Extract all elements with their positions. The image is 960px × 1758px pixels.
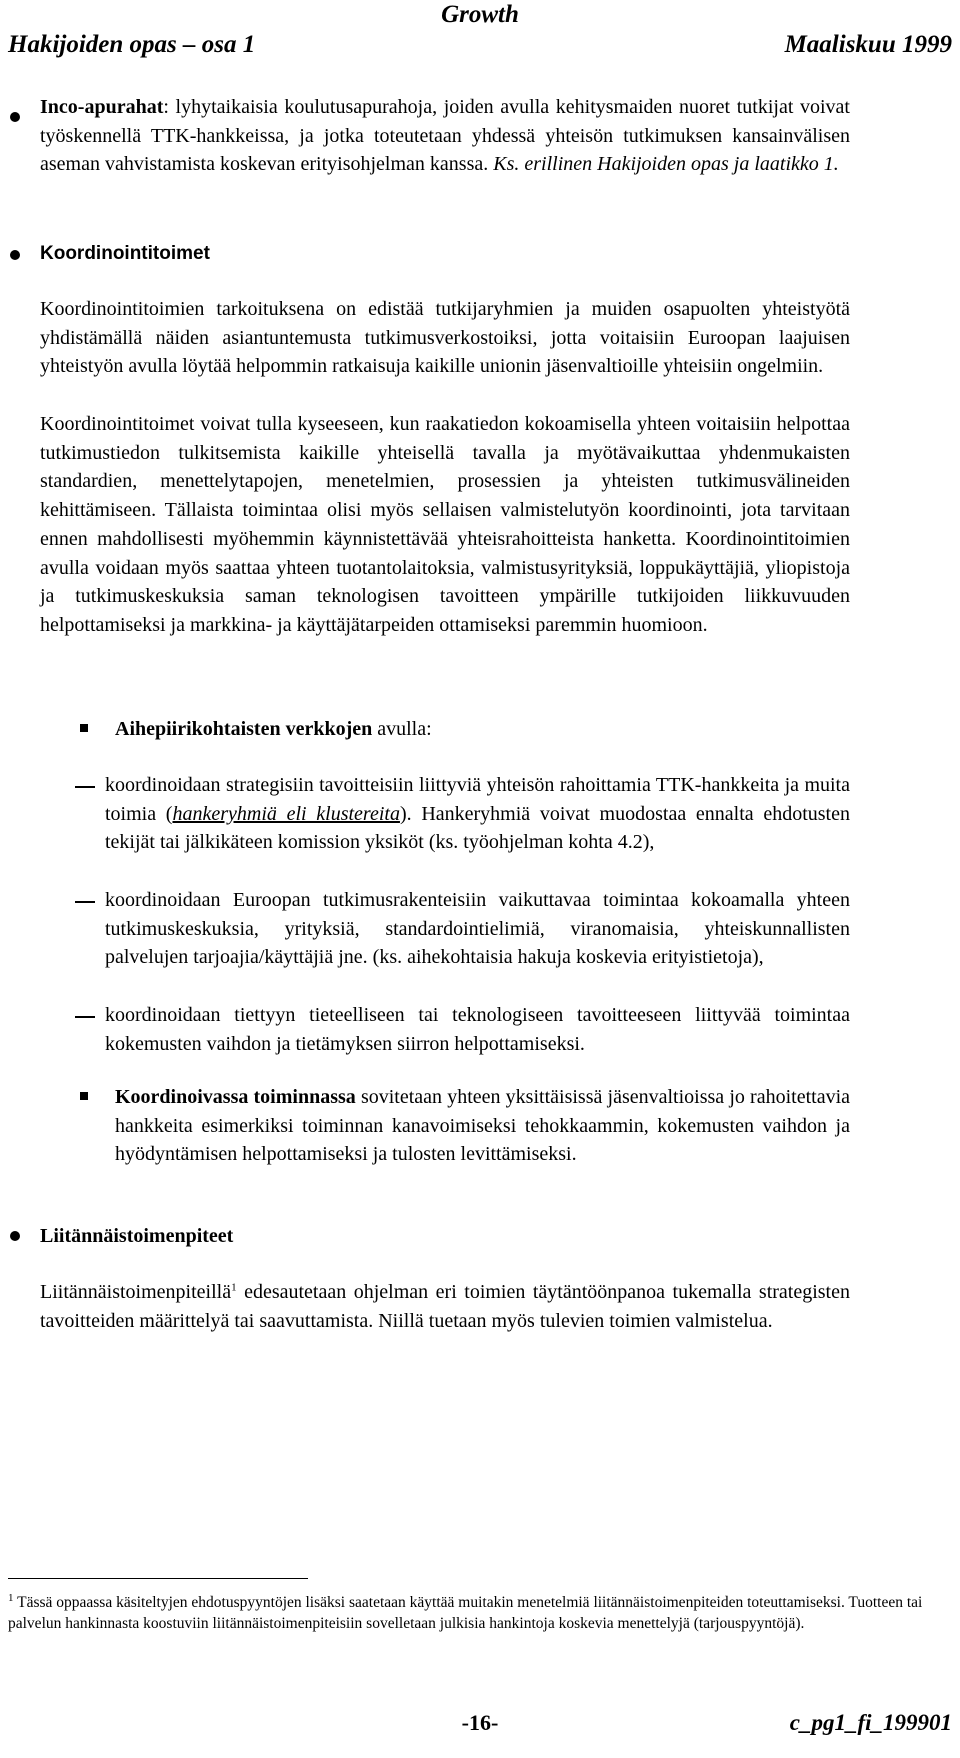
inco-paragraph bbox=[40, 93, 850, 179]
koordinointitoimet-paragraph-1: Koordinointitoimien tarkoituksena on edistää tutkijaryhmien ja muiden osapuolten yhteistyötä yhdistämällä näiden asiantuntemusta tutkimusverkostoiksi, jotta voitaisiin Euroopan laajuisen yhteistyön avulla löytää helpommin ratkaisuja kaikille unionin jäsenvaltioille yhteisiin ongelmiin. bbox=[40, 298, 850, 378]
dash-bullet bbox=[75, 786, 95, 788]
bullet-dot bbox=[10, 112, 20, 122]
verkot-item-1 bbox=[105, 771, 850, 857]
dash-bullet bbox=[75, 1016, 95, 1018]
footnote-rule bbox=[8, 1578, 308, 1579]
verkot-item-1-post: ). Hankeryhmiä voivat muodostaa ennalta ehdotusten tekijät tai jälkikäteen komission yksiköt (ks. työohjelman kohta 4.2), bbox=[105, 802, 850, 854]
bullet-dot bbox=[10, 1231, 20, 1241]
verkot-rest: avulla: bbox=[372, 718, 432, 740]
koordinoiva-paragraph bbox=[115, 1083, 850, 1169]
header-left: Hakijoiden opas – osa 1 bbox=[8, 31, 256, 58]
header-title: Growth bbox=[441, 1, 519, 28]
square-bullet bbox=[80, 1092, 88, 1100]
square-bullet bbox=[80, 724, 88, 732]
bullet-dot bbox=[10, 250, 20, 260]
koordinoiva-bold: Koordinoivassa toiminnassa bbox=[115, 1086, 356, 1108]
liit-pre: Liitännäistoimenpiteillä bbox=[40, 1281, 232, 1303]
verkot-item-1-pre: koordinoidaan strategisiin tavoitteisiin liittyviä yhteisön rahoittamia TTK-hankkeita ja muita toimia ( bbox=[105, 774, 850, 825]
inco-text: : lyhytaikaisia koulutusapurahoja, joiden avulla kehitysmaiden nuoret tutkijat voivat työskennellä TTK-hankkeissa, ja jotka toteutetaan yhdessä yhteisön tutkimuksen kansainvälisen aseman vahvistamista koskevan erityisohjelman kanssa. bbox=[40, 96, 850, 176]
hankeryhmia-link[interactable]: hankeryhmiä eli klustereita bbox=[172, 802, 400, 825]
inco-reference: Ks. erillinen Hakijoiden opas ja laatikko 1. bbox=[493, 153, 839, 176]
footnote-number: 1 bbox=[8, 1591, 14, 1604]
verkot-item-3: koordinoidaan tiettyyn tieteelliseen tai teknologiseen tavoitteeseen liittyvää toimintaa kokemusten vaihdon ja tietämyksen siirron helpottamiseksi. bbox=[105, 1004, 850, 1055]
verkot-intro bbox=[115, 715, 432, 744]
liit-post: edesautetaan ohjelman eri toimien täytäntöönpanoa tukemalla strategisten tavoitteiden määrittelyä tai saavuttamista. Niillä tuetaan myös tulevien toimien valmistelua. bbox=[40, 1281, 850, 1332]
verkot-bold: Aihepiirikohtaisten verkkojen bbox=[115, 718, 373, 740]
page-number: -16- bbox=[461, 1710, 499, 1735]
inco-term: Inco-apurahat bbox=[40, 96, 164, 118]
verkot-item-2: koordinoidaan Euroopan tutkimusrakenteisiin vaikuttavaa toimintaa kokoamalla yhteen tutkimuskeskuksia, yrityksiä, standardointielimiä, viranomaisia, yhteiskunnallisten palvelujen tarjoajia/käyttäjiä jne. (ks. aihekohtaisia hakuja koskevia erityistietoja), bbox=[105, 889, 850, 969]
liitannaistoimenpiteet-heading: Liitännäistoimenpiteet bbox=[40, 1225, 234, 1247]
koordinointitoimet-heading: Koordinointitoimet bbox=[40, 243, 210, 264]
koordinointitoimet-paragraph-2: Koordinointitoimet voivat tulla kyseeseen, kun raakatiedon kokoamisella yhteen voitaisiin helpottaa tutkimustiedon tulkitsemista kaikille yhteisellä tavalla ja myötävaikuttaa yhdenmukaisten standardien, menettelytapojen, menetelmien, prosessien ja yhteisten tutkimusvälineiden kehittämiseen. Tällaista toimintaa olisi myös sellaisen valmistelutyön koordinointi, jota tarvitaan ennen mahdollisesti myöhemmin käynnistettävää yhteisrahoitteista hanketta. Koordinointitoimien avulla voidaan myös saattaa yhteen tuotantolaitoksia, valmistusyrityksiä, loppukäyttäjiä, yliopistoja ja tutkimuskeskuksia saman teknologisen tavoitteen ympärille tutkijoiden liikkuvuuden helpottamiseksi ja markkina- ja käyttäjätarpeiden ottamiseksi paremmin huomioon. bbox=[40, 413, 850, 636]
liitannaistoimenpiteet-paragraph bbox=[40, 1278, 850, 1335]
dash-bullet bbox=[75, 901, 95, 903]
footnote-text: Tässä oppaassa käsiteltyjen ehdotuspyyntöjen lisäksi saatetaan käyttää muitakin menetelmiä liitännäistoimenpiteiden toteuttamiseksi. Tuotteen tai palvelun hankinnasta koostuviin liitännäistoimenpiteisiin sovelletaan julkisia hankintoja koskevia menettelyjä (tarjouspyyntöjä). bbox=[8, 1594, 923, 1632]
document-code: c_pg1_fi_199901 bbox=[789, 1710, 952, 1735]
footnote bbox=[8, 1592, 928, 1634]
header-right: Maaliskuu 1999 bbox=[784, 31, 952, 58]
footnote-ref[interactable]: 1 bbox=[231, 1281, 237, 1294]
koordinoiva-rest: sovitetaan yhteen yksittäisissä jäsenvaltioissa jo rahoitettavia hankkeita esimerkiksi toiminnan kanavoimiseksi tehokkaammin, kokemusten vaihdon ja hyödyntämisen helpottamiseksi ja tulosten levittämiseksi. bbox=[115, 1086, 850, 1166]
